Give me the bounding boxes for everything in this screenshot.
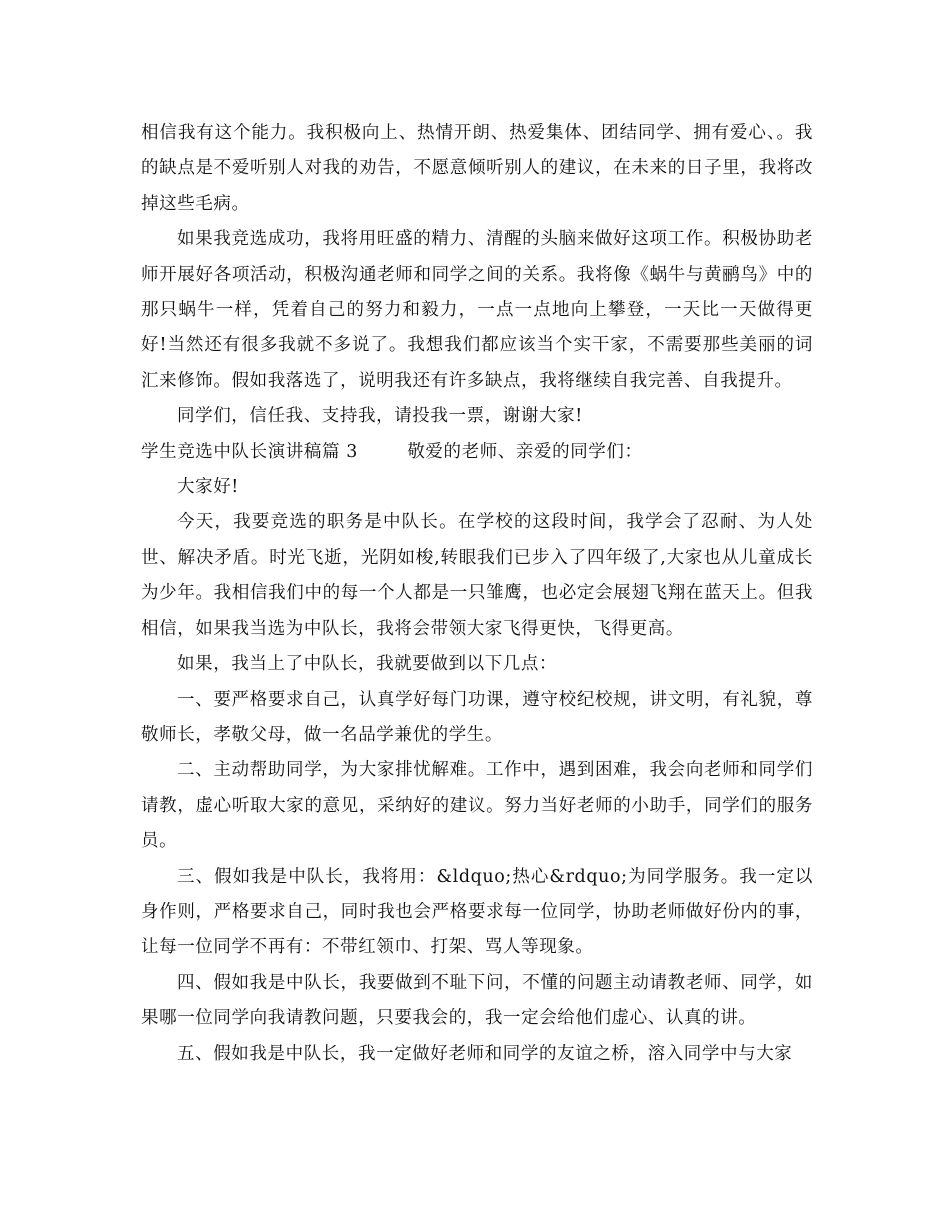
paragraph-4: 大家好! [177, 477, 239, 498]
document-body [141, 116, 813, 1072]
paragraph-2: 如果我竞选成功，我将用旺盛的精力、清醒的头脑来做好这项工作。积极协助老师开展好各项活动，积极沟通老师和同学之间的关系。我将像《蜗牛与黄鹂鸟》中的那只蜗牛一样，凭着自己的努力和毅力，一点一点地向上攀登，一天比一天做得更好!当然还有很多我就不多说了。我想我们都应该当个实干家，不需要那些美丽的词汇来修饰。假如我落选了，说明我还有许多缺点，我将继续自我完善、自我提升。 [141, 229, 813, 391]
paragraph-5: 今天，我要竞选的职务是中队长。在学校的这段时间，我学会了忍耐、为人处世、解决矛盾。时光飞逝，光阴如梭,转眼我们已步入了四年级了,大家也从儿童成长为少年。我相信我们中的每一个人都是一只雏鹰，也必定会展翅飞翔在蓝天上。但我相信，如果我当选为中队长，我将会带领大家飞得更快，飞得更高。 [141, 512, 813, 639]
paragraph-6: 如果，我当上了中队长，我就要做到以下几点： [177, 654, 558, 675]
section-title: 学生竞选中队长演讲稿篇 3 [141, 441, 358, 462]
paragraph-7: 一、要严格要求自己，认真学好每门功课，遵守校纪校规，讲文明，有礼貌，尊敬师长，孝敬父母，做一名品学兼优的学生。 [141, 689, 813, 745]
paragraph-3: 同学们，信任我、支持我，请投我一票，谢谢大家! [177, 406, 583, 427]
paragraph-10: 四、假如我是中队长，我要做到不耻下问，不懂的问题主动请教老师、同学，如果哪一位同学向我请教问题，只要我会的，我一定会给他们虚心、认真的讲。 [141, 972, 813, 1029]
paragraph-8: 二、主动帮助同学，为大家排忧解难。工作中，遇到困难，我会向老师和同学们请教，虚心听取大家的意见，采纳好的建议。努力当好老师的小助手，同学们的服务员。 [141, 760, 813, 852]
salutation: 敬爱的老师、亲爱的同学们： [407, 441, 643, 462]
paragraph-9: 三、假如我是中队长，我将用：&ldquo;热心&rdquo;为同学服务。我一定以身作则，严格要求自己，同时我也会严格要求每一位同学，协助老师做好份内的事，让每一位同学不再有：不带红领巾、打架、骂人等现象。 [141, 866, 813, 958]
section-heading-line [141, 435, 813, 470]
paragraph-1: 相信我有这个能力。我积极向上、热情开朗、热爱集体、团结同学、拥有爱心、。我的缺点是不爱听别人对我的劝告，不愿意倾听别人的建议，在未来的日子里，我将改掉这些毛病。 [141, 123, 813, 214]
paragraph-11: 五、假如我是中队长，我一定做好老师和同学的友谊之桥，溶入同学中与大家 [177, 1043, 793, 1064]
